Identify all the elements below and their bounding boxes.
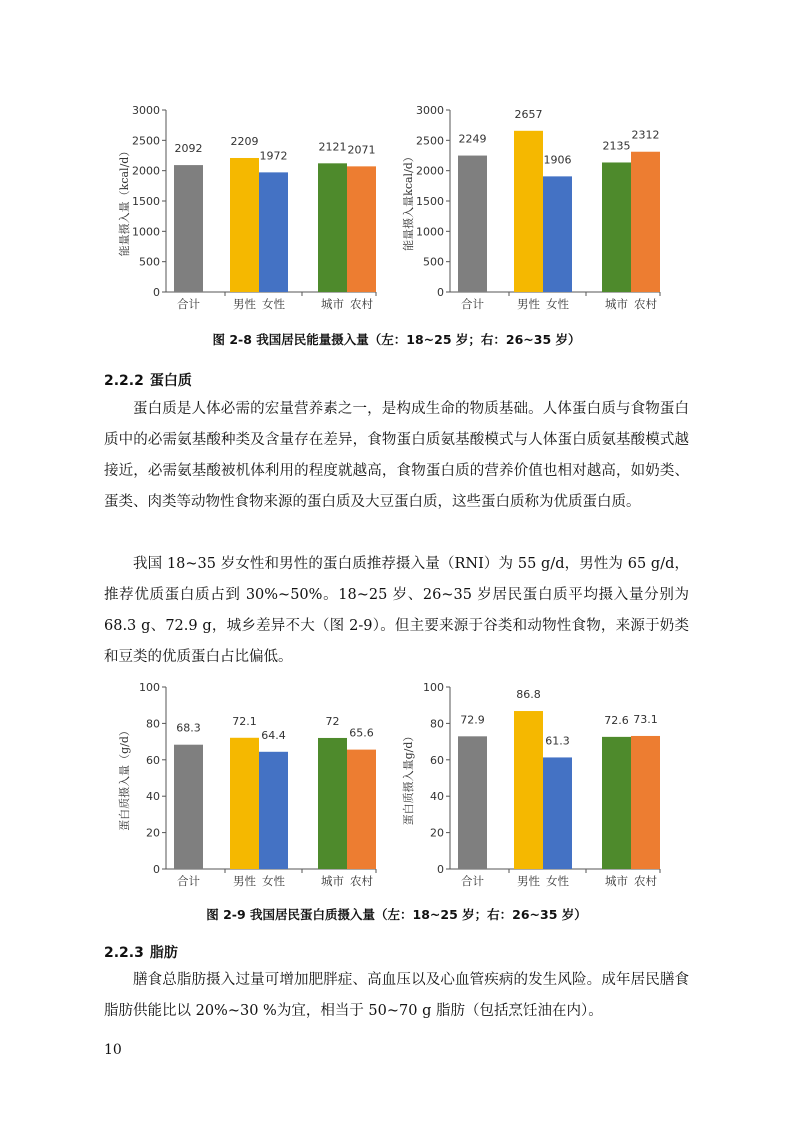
y-tick-label: 0 bbox=[437, 863, 444, 876]
y-tick-label: 0 bbox=[437, 286, 444, 299]
category-label: 城市 bbox=[605, 874, 628, 888]
data-label: 2312 bbox=[631, 128, 660, 142]
protein-paragraph-1: 蛋白质是人体必需的宏量营养素之一，是构成生命的物质基础。人体蛋白质与食物蛋白质中的必需氨基酸种类及含量存在差异，食物蛋白质氨基酸模式与人体蛋白质氨基酸模式越接近，必需氨基酸被机体利用的程度就越高，食物蛋白质的营养价值也相对越高，如奶类、蛋类、肉类等动物性食物来源的蛋白质及大豆蛋白质，这些蛋白质称为优质蛋白质。 bbox=[104, 401, 689, 510]
y-tick-label: 3000 bbox=[132, 104, 160, 117]
data-label: 73.1 bbox=[633, 712, 658, 726]
y-tick-label: 100 bbox=[139, 681, 160, 694]
bar-1 bbox=[458, 156, 487, 292]
y-tick-label: 0 bbox=[153, 863, 160, 876]
chart-svg bbox=[108, 98, 378, 323]
y-tick-label: 100 bbox=[423, 681, 444, 694]
section-number: 2.2.2 bbox=[104, 373, 144, 389]
y-tick-label: 1000 bbox=[132, 225, 160, 239]
y-tick-label: 60 bbox=[146, 753, 160, 767]
category-label: 女性 bbox=[262, 297, 285, 311]
data-label: 86.8 bbox=[516, 688, 541, 702]
bar-5 bbox=[631, 152, 660, 292]
bar-3 bbox=[543, 757, 572, 869]
y-tick-label: 2500 bbox=[416, 134, 444, 148]
y-axis-label: 蛋白质摄入量g/d） bbox=[402, 730, 415, 826]
data-label: 68.3 bbox=[176, 721, 201, 735]
category-label: 农村 bbox=[350, 874, 373, 888]
y-tick-label: 40 bbox=[430, 790, 444, 804]
section-title: 脂肪 bbox=[149, 945, 178, 961]
y-tick-label: 1000 bbox=[416, 225, 444, 239]
category-label: 女性 bbox=[262, 874, 285, 888]
category-label: 女性 bbox=[546, 874, 569, 888]
y-tick-label: 80 bbox=[430, 717, 444, 731]
data-label: 72.9 bbox=[460, 713, 485, 727]
data-label: 72.6 bbox=[604, 713, 629, 727]
y-axis-label: 蛋白质摄入量（g/d） bbox=[118, 725, 131, 831]
data-label: 2121 bbox=[318, 140, 347, 154]
protein-chart-26-35 bbox=[392, 675, 662, 900]
bar-2 bbox=[514, 131, 543, 292]
data-label: 64.4 bbox=[261, 728, 286, 742]
data-label: 2071 bbox=[347, 143, 376, 157]
section-number: 2.2.3 bbox=[104, 945, 144, 961]
data-label: 61.3 bbox=[545, 734, 570, 748]
category-label: 城市 bbox=[321, 874, 344, 888]
bar-1 bbox=[174, 745, 203, 869]
section-heading-protein bbox=[104, 370, 192, 390]
energy-chart-18-25 bbox=[108, 98, 378, 323]
bar-2 bbox=[230, 738, 259, 869]
bar-3 bbox=[259, 752, 288, 869]
figure-caption-2-8: 图 2-8 我国居民能量摄入量（左：18~25 岁；右：26~35 岁） bbox=[212, 332, 581, 347]
bar-1 bbox=[174, 165, 203, 292]
y-tick-label: 20 bbox=[430, 826, 444, 840]
category-label: 合计 bbox=[461, 874, 484, 888]
y-tick-label: 80 bbox=[146, 717, 160, 731]
category-label: 城市 bbox=[605, 297, 628, 311]
y-tick-label: 60 bbox=[430, 753, 444, 767]
data-label: 2657 bbox=[514, 107, 543, 121]
chart-svg bbox=[108, 675, 378, 900]
bar-3 bbox=[543, 176, 572, 292]
energy-chart-26-35 bbox=[392, 98, 662, 323]
category-label: 男性 bbox=[233, 874, 256, 888]
bar-4 bbox=[318, 163, 347, 292]
category-label: 合计 bbox=[461, 297, 484, 311]
category-label: 城市 bbox=[321, 297, 344, 311]
category-label: 男性 bbox=[517, 297, 540, 311]
data-label: 72 bbox=[325, 714, 340, 728]
data-label: 1906 bbox=[543, 153, 572, 167]
category-label: 男性 bbox=[233, 297, 256, 311]
y-tick-label: 2500 bbox=[132, 134, 160, 148]
bar-5 bbox=[631, 736, 660, 869]
category-label: 女性 bbox=[546, 297, 569, 311]
protein-paragraph-2: 我国 18~35 岁女性和男性的蛋白质推荐摄入量（RNI）为 55 g/d，男性为 65 g/d，推荐优质蛋白质占到 30%~50%。18~25 岁、26~35 岁居民蛋白质平均摄入量分别为 68.3 g、72.9 g，城乡差异不大（图 2-9）。但主要来源于谷类和动物性食物，来源于奶类和豆类的优质蛋白占比偏低。 bbox=[104, 556, 689, 665]
bar-2 bbox=[230, 158, 259, 292]
data-label: 2092 bbox=[174, 142, 203, 156]
bar-4 bbox=[602, 737, 631, 869]
category-label: 农村 bbox=[634, 874, 657, 888]
data-label: 2249 bbox=[458, 132, 487, 146]
data-label: 65.6 bbox=[349, 726, 374, 740]
data-label: 2135 bbox=[602, 139, 631, 153]
y-axis-label: 能量摄入量（kcal/d） bbox=[118, 145, 131, 257]
bar-5 bbox=[347, 166, 376, 292]
data-label: 2209 bbox=[230, 134, 259, 148]
category-label: 合计 bbox=[177, 874, 200, 888]
bar-4 bbox=[318, 738, 347, 869]
y-tick-label: 1500 bbox=[416, 195, 444, 208]
y-axis-label: 能量摄入量kcal/d） bbox=[402, 151, 415, 251]
y-tick-label: 500 bbox=[139, 255, 160, 269]
bar-3 bbox=[259, 172, 288, 292]
category-label: 农村 bbox=[634, 297, 657, 311]
category-label: 合计 bbox=[177, 297, 200, 311]
category-label: 男性 bbox=[517, 874, 540, 888]
protein-chart-18-25 bbox=[108, 675, 378, 900]
bar-1 bbox=[458, 736, 487, 869]
y-tick-label: 500 bbox=[423, 255, 444, 269]
data-label: 1972 bbox=[259, 149, 288, 163]
bar-5 bbox=[347, 750, 376, 869]
category-label: 农村 bbox=[350, 297, 373, 311]
y-tick-label: 0 bbox=[153, 286, 160, 299]
chart-svg bbox=[392, 98, 662, 323]
section-title: 蛋白质 bbox=[149, 373, 192, 389]
y-tick-label: 1500 bbox=[132, 195, 160, 208]
section-heading-fat bbox=[104, 942, 178, 962]
y-tick-label: 2000 bbox=[132, 164, 160, 178]
y-tick-label: 3000 bbox=[416, 104, 444, 117]
figure-caption-2-9: 图 2-9 我国居民蛋白质摄入量（左：18~25 岁；右：26~35 岁） bbox=[206, 907, 587, 922]
fat-paragraph-1: 膳食总脂肪摄入过量可增加肥胖症、高血压以及心血管疾病的发生风险。成年居民膳食脂肪供能比以 20%~30 %为宜，相当于 50~70 g 脂肪（包括烹饪油在内）。 bbox=[104, 972, 689, 1019]
data-label: 72.1 bbox=[232, 714, 257, 728]
y-tick-label: 20 bbox=[146, 826, 160, 840]
bar-4 bbox=[602, 162, 631, 292]
page-number: 10 bbox=[104, 1042, 122, 1058]
bar-2 bbox=[514, 711, 543, 869]
y-tick-label: 40 bbox=[146, 790, 160, 804]
y-tick-label: 2000 bbox=[416, 164, 444, 178]
chart-svg bbox=[392, 675, 662, 900]
